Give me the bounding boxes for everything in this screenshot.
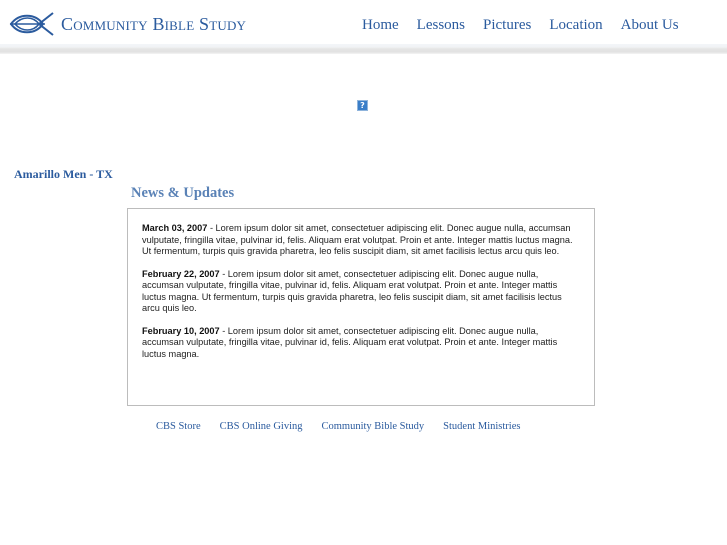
nav-location[interactable]: Location: [549, 17, 603, 33]
footer-links: [156, 421, 539, 432]
news-item: [142, 269, 578, 315]
ichthys-fish-icon: [9, 11, 55, 37]
news-text: - Lorem ipsum dolor sit amet, consectetuer adipiscing elit. Donec augue nulla, accumsan vulputate, fringilla vitae, pulvinar id, felis. Aliquam erat volutpat. Proin et ante. Integer mattis luctus magna.: [142, 325, 558, 359]
news-item: [142, 326, 578, 361]
news-text: - Lorem ipsum dolor sit amet, consectetuer adipiscing elit. Donec augue nulla, accumsan vulputate, fringilla vitae, pulvinar id, felis. Aliquam erat volutpat. Proin et ante. Integer mattis luctus magna. Ut fermentum, turpis quis gravida pharetra, leo felis suscipit diam, sit amet facilisis lectus arcu quis leo.: [142, 268, 562, 313]
nav-home[interactable]: Home: [362, 17, 399, 33]
footer-link-online-giving[interactable]: CBS Online Giving: [219, 421, 303, 432]
news-panel: [127, 208, 595, 406]
site-header: [0, 0, 727, 44]
news-date: February 22, 2007: [142, 268, 220, 279]
news-text: - Lorem ipsum dolor sit amet, consectetuer adipiscing elit. Donec augue nulla, accumsan vulputate, fringilla vitae, pulvinar id, felis. Aliquam erat volutpat. Proin et ante. Integer mattis luctus magna. Ut fermentum, turpis quis gravida pharetra, leo felis suscipit diam, sit amet facilisis lectus arcu quis leo.: [142, 223, 573, 256]
site-logo[interactable]: [9, 10, 246, 38]
nav-pictures[interactable]: Pictures: [483, 17, 532, 33]
news-date: February 10, 2007: [142, 325, 220, 336]
main-nav: [362, 17, 697, 34]
news-item: [142, 223, 578, 258]
header-divider: [0, 44, 727, 54]
logo-text: Community Bible Study: [61, 13, 247, 34]
nav-lessons[interactable]: Lessons: [416, 17, 466, 33]
nav-about-us[interactable]: About Us: [620, 17, 679, 33]
footer-link-student-ministries[interactable]: Student Ministries: [443, 421, 521, 432]
footer-link-cbs-store[interactable]: CBS Store: [156, 421, 201, 432]
question-mark-icon[interactable]: ?: [357, 100, 368, 111]
news-date: March 03, 2007: [142, 223, 208, 233]
news-heading: News & Updates: [131, 185, 235, 201]
footer-link-community-bible-study[interactable]: Community Bible Study: [321, 421, 425, 432]
location-label[interactable]: Amarillo Men - TX: [14, 167, 113, 181]
